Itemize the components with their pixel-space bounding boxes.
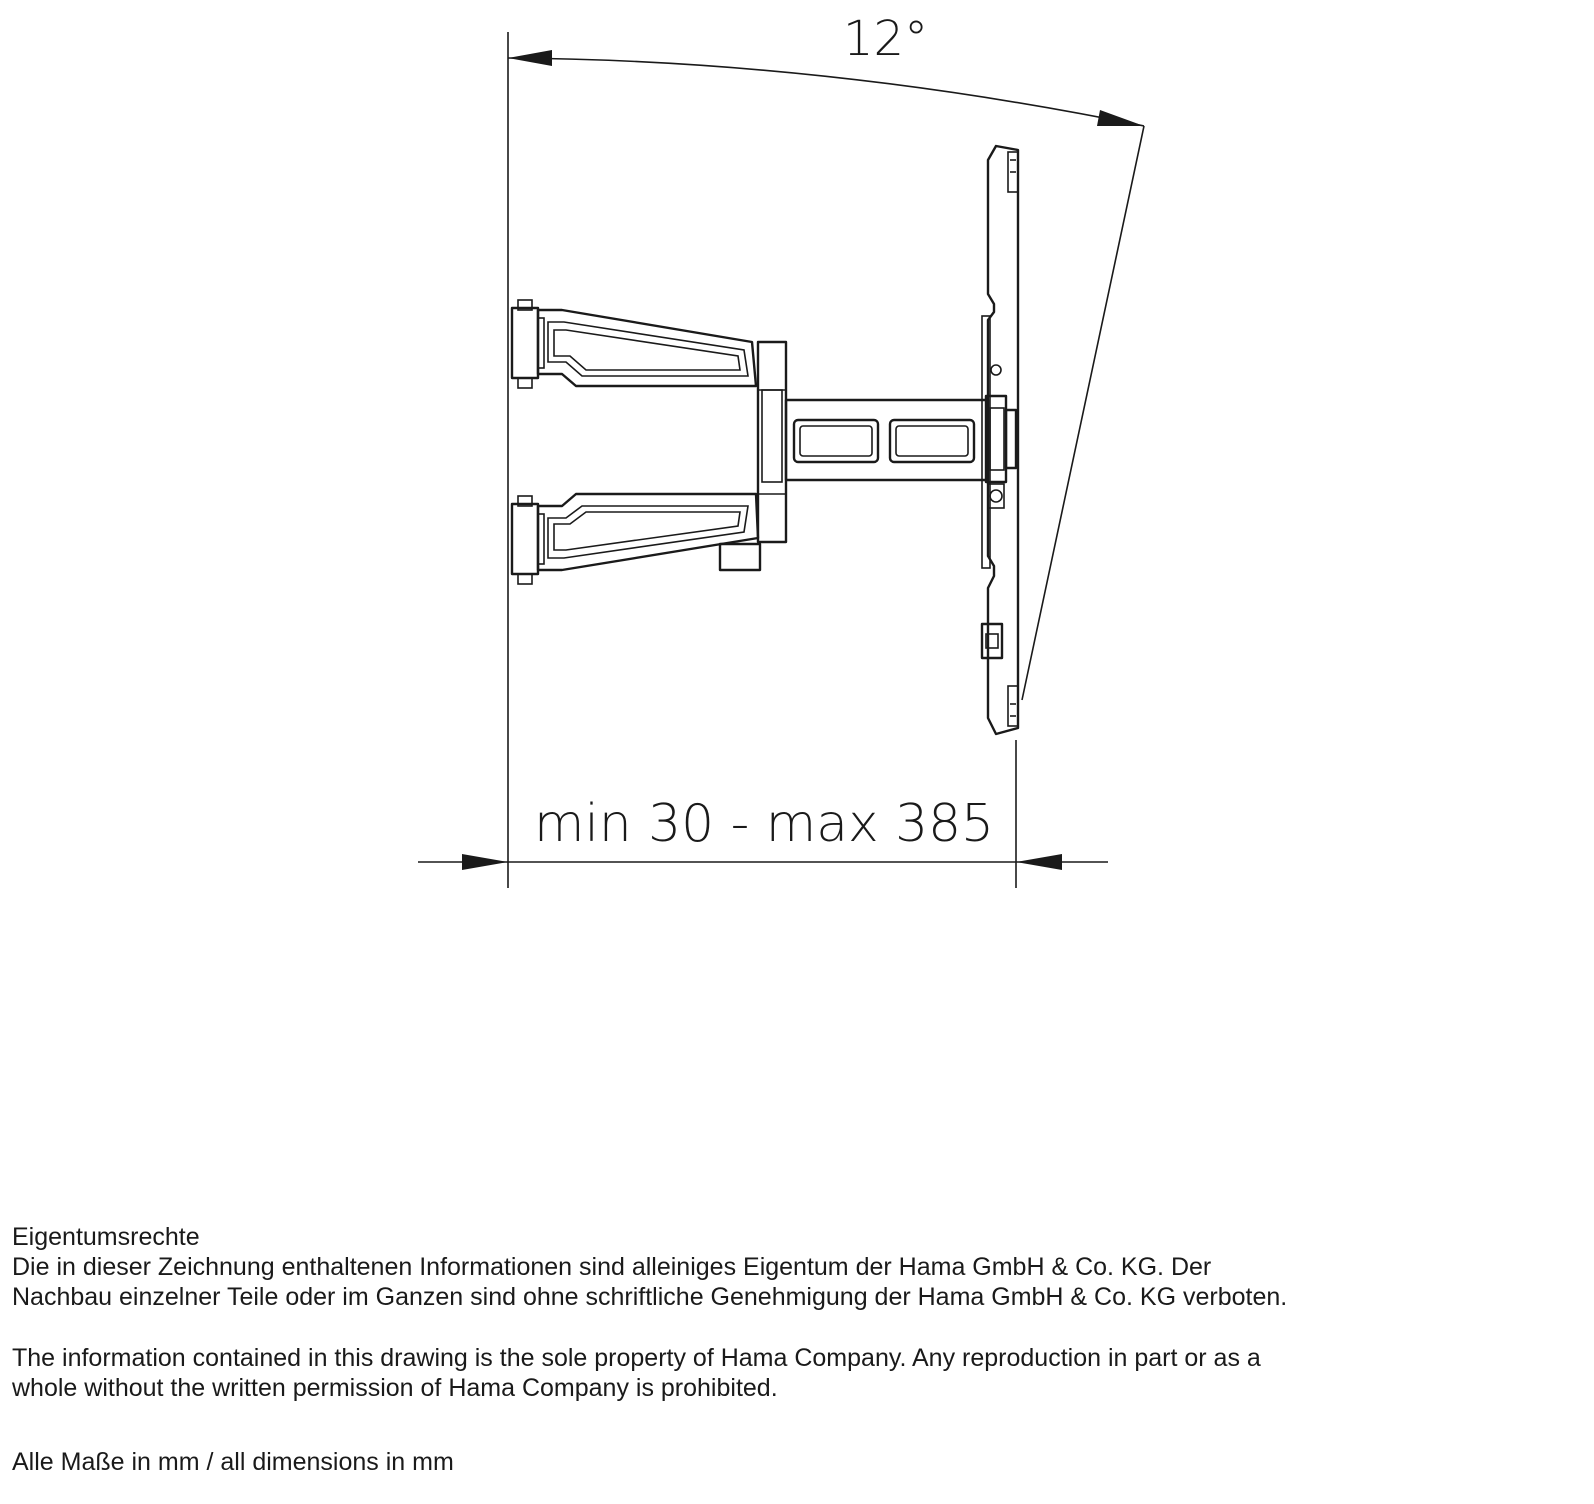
wall-bracket-upper xyxy=(512,308,538,378)
screw-upper xyxy=(991,365,1001,375)
range-label: min 30 - max 385 xyxy=(534,794,994,854)
range-arrow-left xyxy=(462,854,508,870)
extension-bar xyxy=(786,400,988,480)
lower-arm xyxy=(512,494,760,584)
tv-plate-assembly xyxy=(982,146,1018,734)
notice-en-line-1: The information contained in this drawing is the sole property of Hama Company. Any reproduction in part or as a xyxy=(12,1344,1261,1372)
mount-mechanism xyxy=(512,146,1018,734)
angle-arrow-right xyxy=(1097,110,1144,126)
angle-arrow-left xyxy=(508,50,552,66)
extension-range-dimension xyxy=(418,740,1108,888)
adjustment-knob xyxy=(720,544,760,570)
notice-heading: Eigentumsrechte xyxy=(12,1223,200,1251)
units-note: Alle Maße in mm / all dimensions in mm xyxy=(12,1448,454,1476)
tilt-angle-dimension xyxy=(508,11,1144,888)
legal-notice xyxy=(12,1222,1582,1477)
range-arrow-right xyxy=(1016,854,1062,870)
central-hinge xyxy=(758,342,786,542)
lower-clamp xyxy=(982,624,1002,658)
wall-bracket-lower xyxy=(512,504,538,574)
notice-de-line-1: Die in dieser Zeichnung enthaltenen Informationen sind alleiniges Eigentum der Hama GmbH & Co. KG. Der xyxy=(12,1253,1212,1281)
angle-arc xyxy=(508,58,1144,126)
tilted-reference-line xyxy=(1022,126,1144,700)
screw-middle xyxy=(990,490,1002,502)
notice-de-line-2: Nachbau einzelner Teile oder im Ganzen sind ohne schriftliche Genehmigung der Hama GmbH & Co. KG verboten. xyxy=(12,1283,1288,1311)
notice-en-line-2: whole without the written permission of Hama Company is prohibited. xyxy=(12,1374,778,1402)
angle-label: 12° xyxy=(843,11,929,67)
upper-arm xyxy=(512,300,756,388)
